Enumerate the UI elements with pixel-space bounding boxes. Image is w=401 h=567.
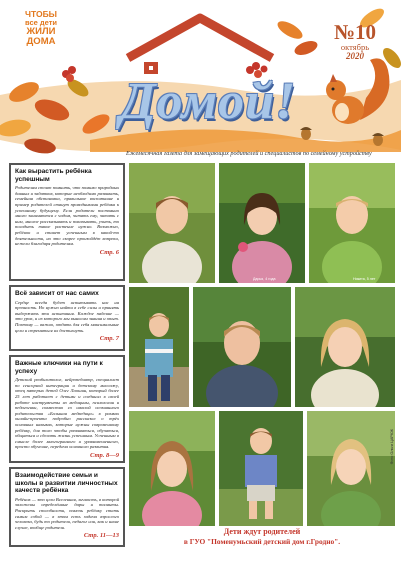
child-photo — [193, 287, 291, 407]
child-photo — [129, 411, 215, 526]
child-photo — [295, 287, 395, 407]
article-teaser[interactable] — [9, 163, 125, 281]
article-text: Родителям стоит помнить, что помимо природных данных и задатков, которые необходимо развивать, семейная обстановка, правильное воспитание и пример родителей станут проводниками ребёнка к успешному будущему. Если родители постоянно много занимаются с чадом, читать ему, читать с ним, многое рассказывать и показывать, учить, то посадить такое растение нужно. Возможно, ребёнок и станет успешным в какой-то деятельности, но это скорее произойдёт вопреки, нежели благодаря родителям. — [15, 185, 119, 247]
page-reference[interactable]: Стр. 6 — [99, 248, 119, 256]
photo-caption: Дарья, 4 года — [253, 277, 276, 281]
photo-credit: Фото Ольги ЦАРЮК — [390, 429, 394, 465]
newspaper-title: Домой! — [120, 73, 297, 130]
article-sidebar — [9, 163, 125, 551]
page-reference[interactable]: Стр. 8—9 — [90, 451, 119, 459]
tagline-line: ЧТОБЫ — [25, 9, 57, 19]
issue-year: 2020 — [346, 51, 364, 62]
article-text: Ребёнок — это цели Вселенная, личность, в которой заложены определённые дары и таланты. Раскрыть способности, помочь ребёнку стать самим собой — в этом есть задача взрослого человека, будь то родители, педагог или, как и наше случае, вообще родители. — [15, 496, 119, 530]
article-headline: Всё зависит от нас самих — [15, 290, 99, 297]
article-text: Сердце всегда будет испытывать нас на прочность. Но нужно найти в себе силы и принять выдержать эти испытания. Каждое падение — это урок, и из которого мы выносим знания и опыт. Поэтому — важно, отдать для себя максимальные цели и стремиться их достигнуть. — [15, 299, 119, 333]
page-reference[interactable]: Стр. 11—13 — [83, 532, 119, 540]
photo-caption: Никита, 5 лет — [353, 277, 376, 281]
page-reference[interactable]: Стр. 7 — [99, 335, 119, 343]
tagline-line: все дети — [25, 17, 57, 27]
footer-line: Дети ждут родителей — [223, 527, 301, 536]
article-teaser[interactable] — [9, 467, 125, 547]
masthead — [0, 0, 401, 160]
issue-info — [318, 22, 392, 62]
children-photo-grid — [129, 163, 395, 526]
footer-caption — [129, 527, 395, 546]
article-headline: Как вырастить ребёнка успешным — [15, 168, 92, 183]
newspaper-subtitle: Ежемесячная газета для замещающих родителей и специалистов по семейному устройству — [126, 150, 372, 157]
child-photo — [219, 411, 303, 526]
article-headline: Взаимодействие семьи и школы в развитии личностных качеств ребёнка — [15, 472, 118, 495]
article-headline: Важные ключики на пути к успеху — [15, 360, 103, 375]
child-photo — [129, 287, 189, 407]
child-photo — [307, 411, 395, 526]
article-teaser[interactable] — [9, 285, 125, 351]
issue-number: №10 — [333, 20, 377, 44]
tagline-line: ЖИЛИ — [26, 25, 56, 37]
masthead-tagline — [10, 10, 72, 47]
tagline-line: ДОМА — [26, 35, 56, 47]
footer-line: в ГУО "Поменумьский детский дом г.Гродно". — [183, 537, 341, 546]
child-photo — [309, 163, 395, 283]
child-photo — [219, 163, 305, 283]
child-photo — [129, 163, 215, 283]
issue-month: октябрь — [340, 42, 370, 52]
article-text: Детский реабилитолог, нейропедиатр, специалист по сенсорной интеграции и детскому массажу, отец пятерых детей Олег Лаошин, который более 25 лет работает с детьми и соединил в своей работе инструменты из медицины, психологии и педагогики, совместно со школой осознанного родительства «Большая медведица» в рамках онлайн-проекта подробно рассказал о трёх основных навыках, которые нужны современному ребёнку, для того чтобы развиваться, обучаться, общаться и сделать жизнь успешным. Успешным в смысле более многогранного и уравновешенного, просто обучение, передача основного развития. — [15, 377, 119, 450]
article-teaser[interactable] — [9, 355, 125, 463]
